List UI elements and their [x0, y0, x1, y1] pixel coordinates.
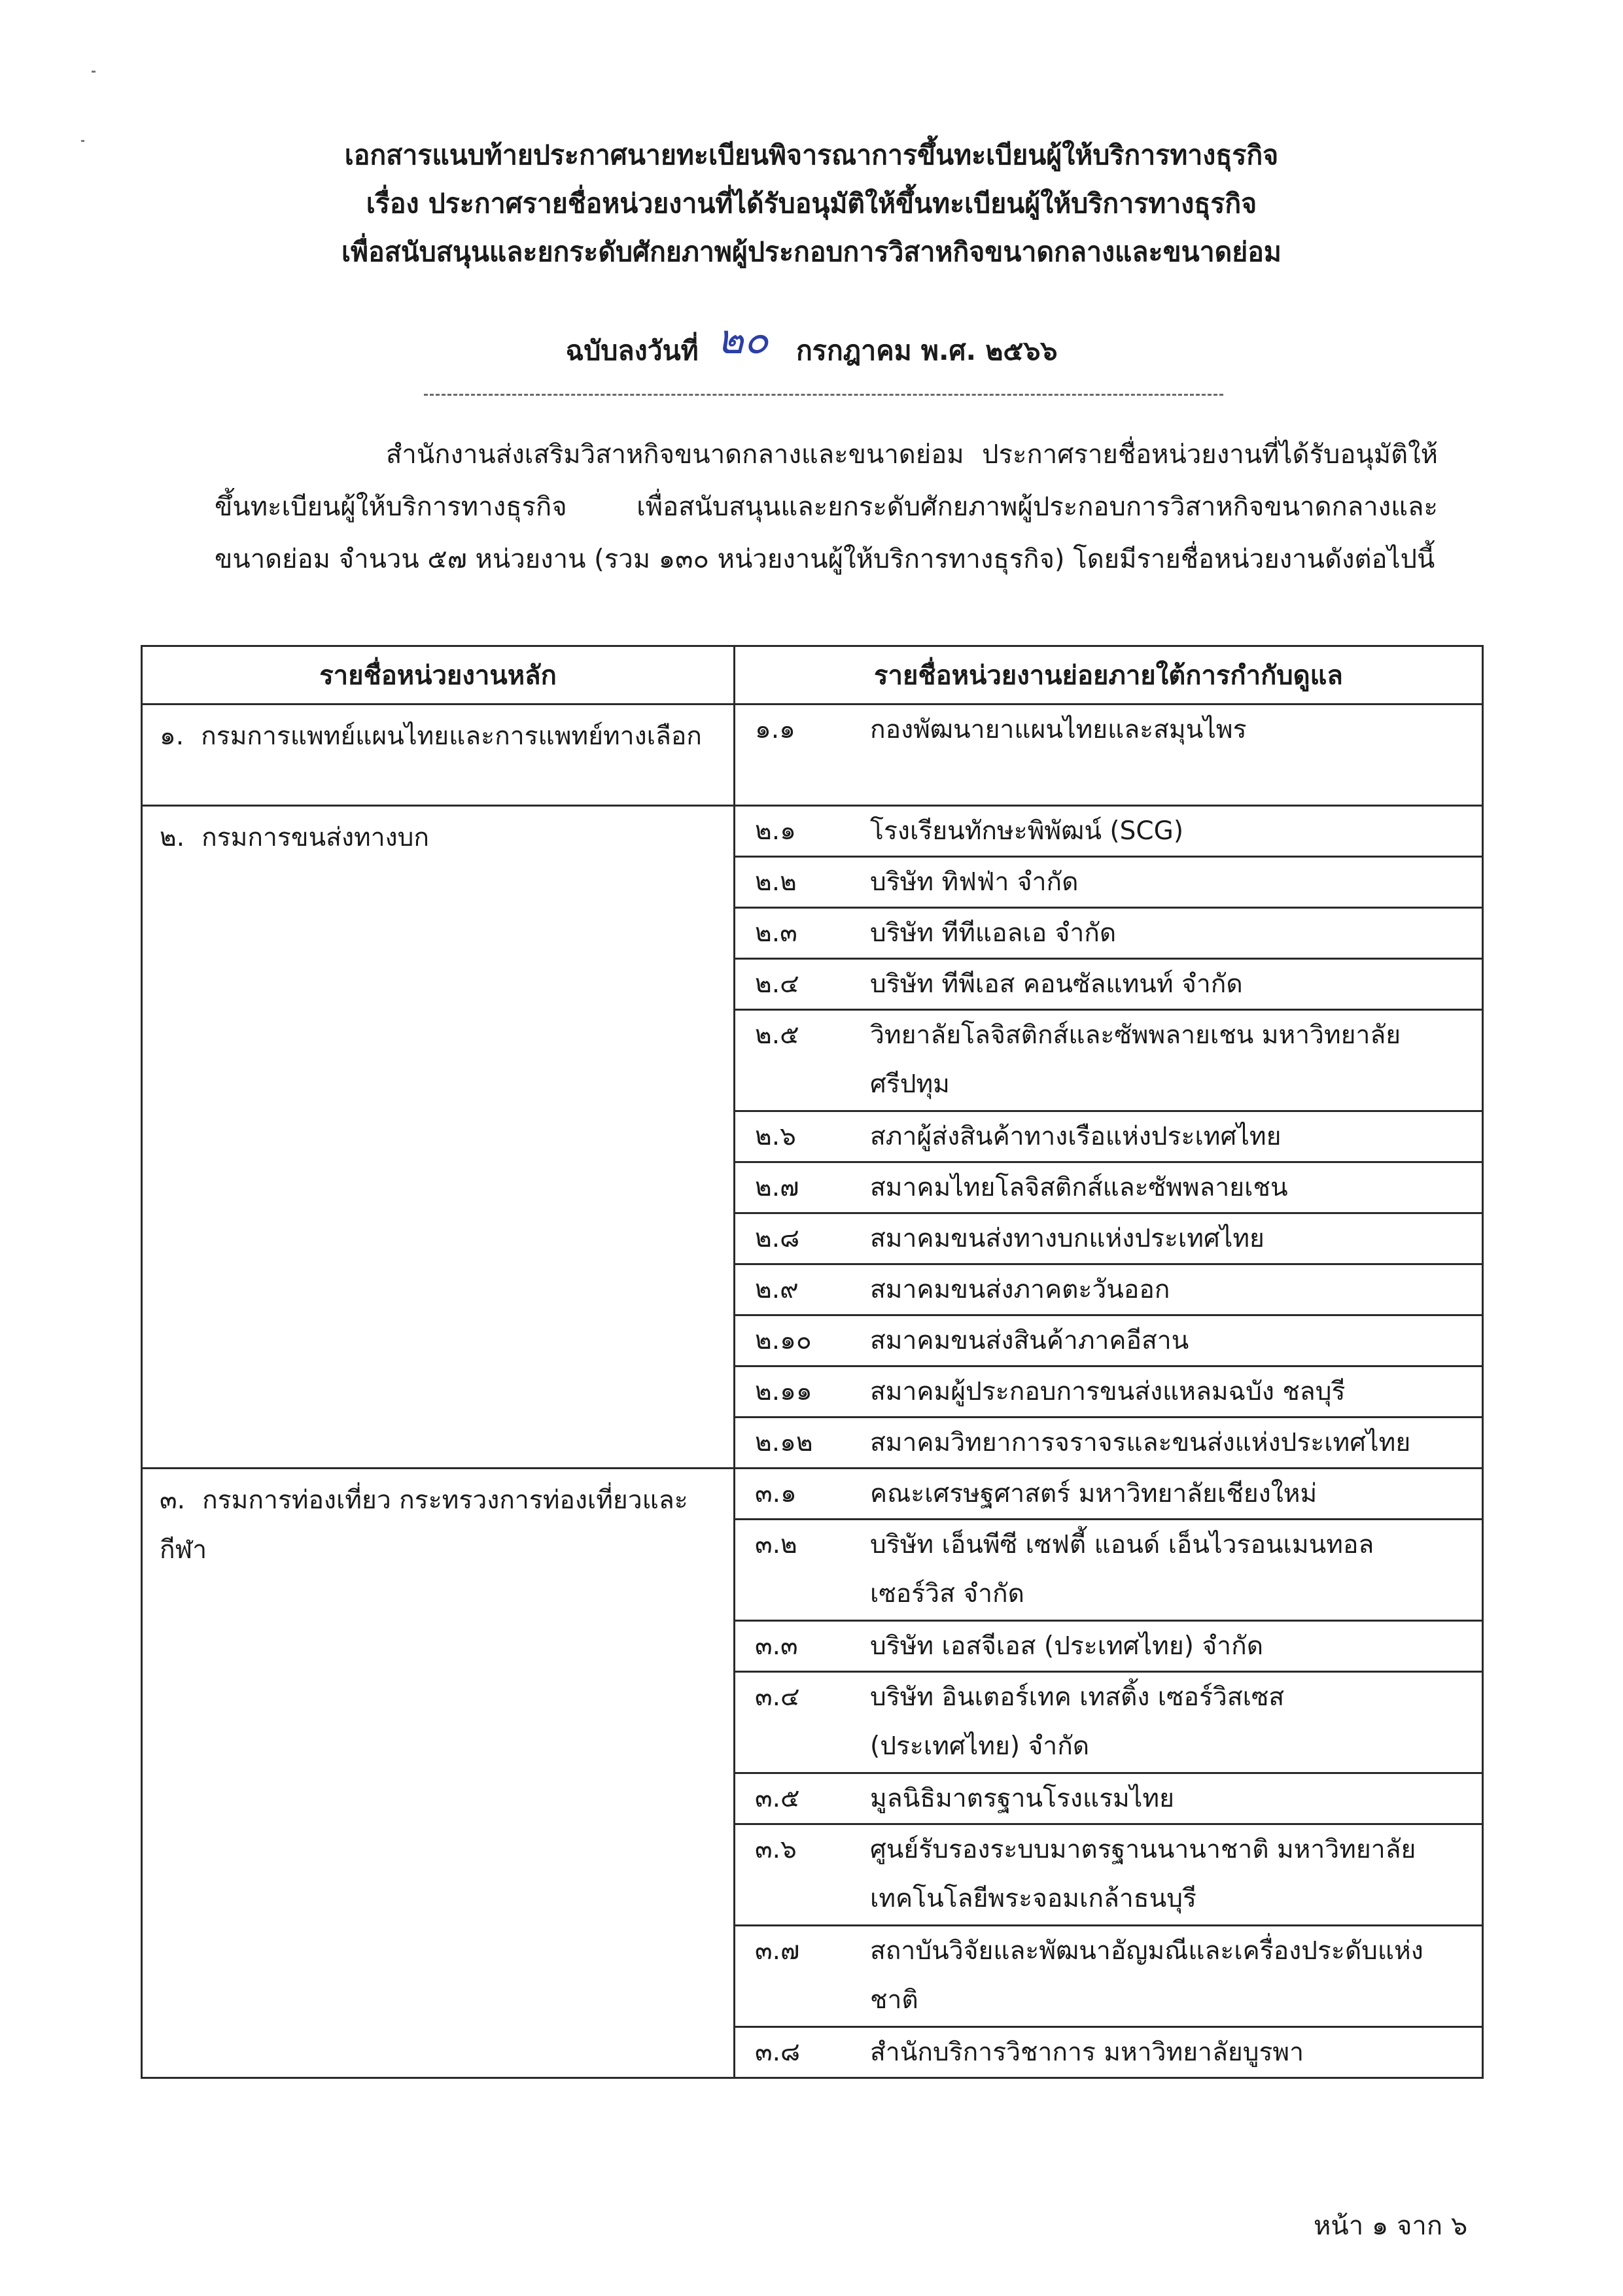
sub-unit-name: สมาคมวิทยาการจราจรและขนส่งแห่งประเทศไทย: [870, 1428, 1411, 1457]
sub-unit-cell: [735, 2027, 1483, 2078]
sub-unit-name: บริษัท ทิฟฟ่า จำกัด: [870, 867, 1079, 897]
sub-unit-name: กองพัฒนายาแผนไทยและสมุนไพร: [870, 715, 1247, 744]
sub-unit-name: บริษัท อินเตอร์เทค เทสติ้ง เซอร์วิสเซส (ประเทศไทย) จำกัด: [870, 1682, 1285, 1761]
sub-unit-name: สมาคมขนส่งภาคตะวันออก: [870, 1275, 1170, 1304]
sub-unit-number: ๒.๕: [755, 1020, 799, 1050]
sub-unit-number: ๓.๒: [755, 1530, 797, 1559]
sub-unit-number: ๒.๙: [755, 1275, 799, 1304]
sub-unit-name: สมาคมไทยโลจิสติกส์และซัพพลายเชน: [870, 1173, 1288, 1202]
column-header-main: รายชื่อหน่วยงานหลัก: [142, 646, 735, 704]
column-header-sub: รายชื่อหน่วยงานย่อยภายใต้การกำกับดูแล: [735, 646, 1483, 704]
main-unit-number: ๒.: [160, 823, 185, 852]
sub-unit-number: ๓.๖: [755, 1835, 797, 1864]
sub-unit-number: ๒.๗: [755, 1173, 799, 1202]
main-unit-number: ๑.: [160, 722, 184, 751]
sub-unit-number: ๓.๓: [755, 1631, 798, 1661]
header-line-2: เรื่อง ประกาศรายชื่อหน่วยงานที่ได้รับอนุมัติให้ขึ้นทะเบียนผู้ให้บริการทางธุรกิจ: [366, 188, 1257, 219]
sub-unit-number: ๓.๔: [755, 1682, 800, 1712]
sub-unit-number: ๒.๒: [755, 867, 797, 897]
sub-unit-cell: [735, 806, 1483, 857]
sub-unit-name: คณะเศรษฐศาสตร์ มหาวิทยาลัยเชียงใหม่: [870, 1479, 1318, 1508]
sub-unit-cell: [735, 908, 1483, 959]
dated-suffix: กรกฎาคม พ.ศ. ๒๕๖๖: [795, 335, 1058, 366]
sub-unit-cell: [735, 1926, 1483, 2027]
dated-day-handwritten: ๒๐: [716, 315, 769, 363]
sub-unit-number: ๒.๔: [755, 969, 799, 999]
sub-unit-cell: [735, 1264, 1483, 1315]
sub-unit-number: ๒.๓: [755, 918, 797, 948]
header-line-1: เอกสารแนบท้ายประกาศนายทะเบียนพิจารณาการขึ้นทะเบียนผู้ให้บริการทางธุรกิจ: [344, 139, 1279, 171]
intro-text: สำนักงานส่งเสริมวิสาหกิจขนาดกลางและขนาดย่อม ประกาศรายชื่อหน่วยงานที่ได้รับอนุมัติให้ขึ้นทะเบียนผู้ให้บริการทางธุรกิจ เพื่อสนับสนุนและยกระดับศักยภาพผู้ประกอบการวิสาหกิจขนาดกลางและขนาดย่อม จำนวน ๕๗ หน่วยงาน (รวม ๑๓๐ หน่วยงานผู้ให้บริการทางธุรกิจ) โดยมีรายชื่อหน่วยงานดังต่อไปนี้: [215, 440, 1438, 574]
main-unit-number: ๓.: [160, 1486, 186, 1515]
intro-paragraph: [215, 428, 1438, 585]
sub-unit-cell: [735, 1672, 1483, 1773]
sub-unit-number: ๒.๑: [755, 816, 796, 846]
table-row: [142, 704, 1483, 806]
dated-line: [0, 314, 1623, 378]
sub-unit-number: ๓.๗: [755, 1936, 800, 1966]
main-unit-cell: [142, 704, 735, 806]
sub-unit-name: บริษัท ทีทีแอลเอ จำกัด: [870, 918, 1117, 948]
main-unit-name: กรมการแพทย์แผนไทยและการแพทย์ทางเลือก: [201, 722, 702, 751]
sub-unit-cell: [735, 1824, 1483, 1926]
sub-unit-name: บริษัท เอสจีเอส (ประเทศไทย) จำกัด: [870, 1631, 1264, 1661]
sub-unit-cell: [735, 1315, 1483, 1366]
sub-unit-name: โรงเรียนทักษะพิพัฒน์ (SCG): [870, 816, 1184, 846]
sub-unit-name: บริษัท ทีพีเอส คอนซัลแทนท์ จำกัด: [870, 969, 1243, 999]
sub-unit-name: บริษัท เอ็นพีซี เซฟตี้ แอนด์ เอ็นไวรอนเมนทอล เซอร์วิส จำกัด: [870, 1530, 1374, 1609]
sub-unit-number: ๓.๘: [755, 2038, 801, 2067]
sub-unit-number: ๒.๖: [755, 1122, 796, 1151]
sub-unit-number: ๒.๘: [755, 1224, 800, 1253]
header-line-3: เพื่อสนับสนุนและยกระดับศักยภาพผู้ประกอบการวิสาหกิจขนาดกลางและขนาดย่อม: [341, 236, 1282, 268]
sub-unit-cell: [735, 1520, 1483, 1621]
sub-unit-name: มูลนิธิมาตรฐานโรงแรมไทย: [870, 1784, 1174, 1813]
sub-unit-name: สมาคมขนส่งสินค้าภาคอีสาน: [870, 1326, 1189, 1355]
sub-unit-cell: [735, 1773, 1483, 1824]
sub-unit-cell: [735, 1621, 1483, 1672]
sub-unit-name: สถาบันวิจัยและพัฒนาอัญมณีและเครื่องประดับแห่งชาติ: [870, 1936, 1423, 2015]
sub-unit-number: ๒.๑๐: [755, 1326, 812, 1355]
sub-unit-cell: [735, 959, 1483, 1010]
sub-unit-number: ๓.๕: [755, 1784, 800, 1813]
units-table: [141, 645, 1484, 2079]
sub-unit-cell: [735, 704, 1483, 806]
sub-unit-name: สมาคมขนส่งทางบกแห่งประเทศไทย: [870, 1224, 1265, 1253]
scan-speck: [92, 71, 96, 73]
table-row: [142, 1469, 1483, 1520]
sub-unit-cell: [735, 1111, 1483, 1162]
sub-unit-cell: [735, 1010, 1483, 1111]
sub-unit-cell: [735, 1162, 1483, 1213]
page-number: หน้า ๑ จาก ๖: [1314, 2211, 1468, 2241]
sub-unit-name: สมาคมผู้ประกอบการขนส่งแหลมฉบัง ชลบุรี: [870, 1377, 1346, 1406]
dated-prefix: ฉบับลงวันที่: [565, 335, 699, 366]
table-header-row: [142, 646, 1483, 704]
sub-unit-number: ๓.๑: [755, 1479, 797, 1508]
sub-unit-cell: [735, 1366, 1483, 1418]
table-row: [142, 806, 1483, 857]
main-unit-cell: [142, 806, 735, 1469]
sub-unit-name: สภาผู้ส่งสินค้าทางเรือแห่งประเทศไทย: [870, 1122, 1282, 1151]
document-header: [0, 131, 1623, 276]
sub-unit-number: ๒.๑๒: [755, 1428, 813, 1457]
sub-unit-name: วิทยาลัยโลจิสติกส์และซัพพลายเชน มหาวิทยาลัยศรีปทุม: [870, 1020, 1401, 1099]
sub-unit-number: ๒.๑๑: [755, 1377, 812, 1406]
sub-unit-cell: [735, 857, 1483, 908]
main-unit-name: กรมการท่องเที่ยว กระทรวงการท่องเที่ยวและกีฬา: [160, 1486, 688, 1565]
main-unit-name: กรมการขนส่งทางบก: [201, 823, 430, 852]
main-unit-cell: [142, 1469, 735, 2078]
sub-unit-name: สำนักบริการวิชาการ มหาวิทยาลัยบูรพา: [870, 2038, 1304, 2067]
sub-unit-number: ๑.๑: [755, 715, 795, 744]
sub-unit-cell: [735, 1469, 1483, 1520]
dashed-divider: [424, 394, 1223, 396]
sub-unit-name: ศูนย์รับรองระบบมาตรฐานนานาชาติ มหาวิทยาลัยเทคโนโลยีพระจอมเกล้าธนบุรี: [870, 1835, 1416, 1913]
sub-unit-cell: [735, 1213, 1483, 1264]
sub-unit-cell: [735, 1418, 1483, 1469]
